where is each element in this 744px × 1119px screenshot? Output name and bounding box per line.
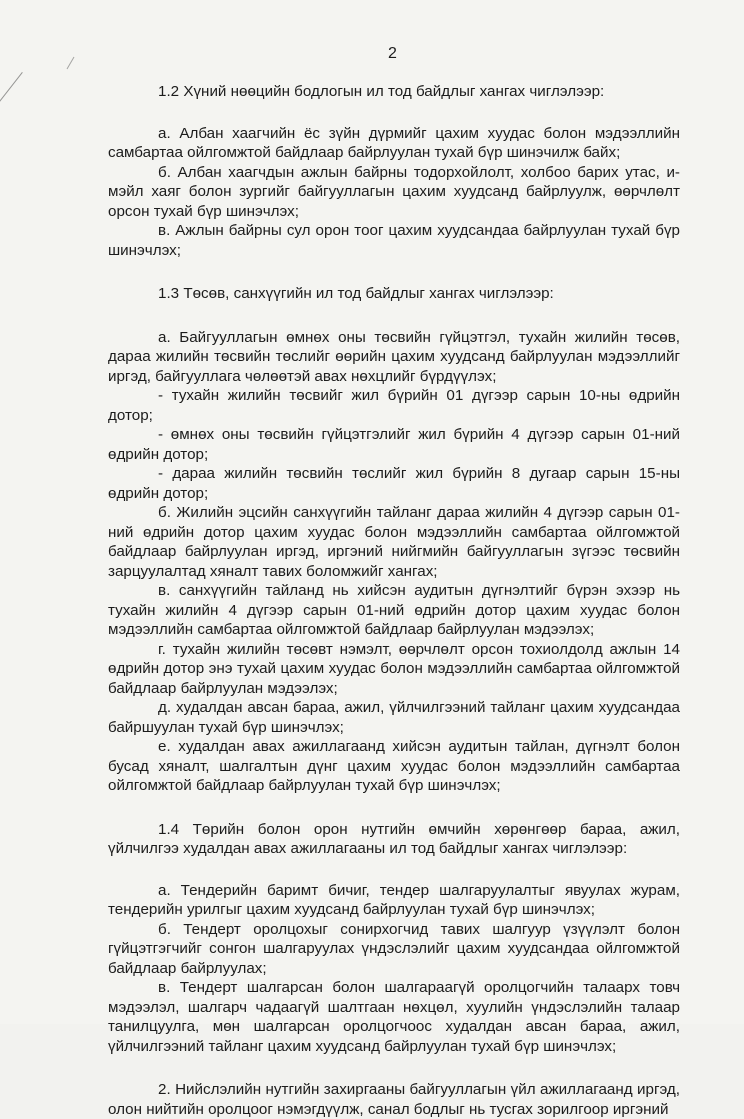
list-item: а. Албан хаагчийн ёс зүйн дүрмийг цахим хуудас болон мэдээллийн самбартаа ойлгомжтой байдлаар байрлуулан тухай бүр шинэчилж байх; — [108, 124, 680, 161]
list-item: в. санхүүгийн тайланд нь хийсэн аудитын дүгнэлтийг бүрэн эхээр нь тухайн жилийн 4 дүгээр сарын 01-ний өдрийн дотор цахим хуудас болон мэдээллийн самбартаа ойлгомжтой байдлаар байрлуулан мэдээлэх; — [108, 582, 680, 638]
page-number: 2 — [388, 45, 397, 62]
list-item: б. Жилийн эцсийн санхүүгийн тайланг дараа жилийн 4 дүгээр сарын 01-ний өдрийн дотор цахим хуудас болон мэдээллийн самбартаа ойлгомжтой байдлаар байрлуулан иргэд, иргэний нийгмийн байгууллагын зүгээс төсвийн зарцуулалтад хяналт тавих боломжийг хангах; — [108, 504, 680, 580]
list-item: д. худалдан авсан бараа, ажил, үйлчилгээний тайланг цахим хуудсандаа байршуулан тухай бүр шинэчлэх; — [108, 699, 680, 736]
list-item: г. тухайн жилийн төсөвт нэмэлт, өөрчлөлт орсон тохиолдолд ажлын 14 өдрийн дотор энэ тухай цахим хуудас болон мэдээллийн самбартаа ойлгомжтой байдлаар байрлуулан мэдээлэх; — [108, 640, 680, 697]
section-paragraph: 2. Нийслэлийн нутгийн захиргааны байгууллагын үйл ажиллагаанд иргэд, олон нийтийн оролцоог нэмэгдүүлж, санал бодлыг нь тусгах зорилгоор иргэний — [108, 1081, 680, 1118]
list-item: б. Албан хаагчдын ажлын байрны тодорхойлолт, холбоо барих утас, и-мэйл хаяг болон зургийг байгууллагын цахим хуудсанд байрлуулж, өөрчлөлт орсон тухай бүр шинэчлэх; — [108, 163, 680, 220]
list-item: - дараа жилийн төсвийн төслийг жил бүрийн 8 дугаар сарын 15-ны өдрийн дотор; — [108, 465, 680, 502]
list-item: в. Ажлын байрны сул орон тоог цахим хуудсандаа байрлуулан тухай бүр шинэчлэх; — [108, 222, 680, 259]
scan-mark-line — [67, 57, 75, 70]
section-heading: 1.3 Төсөв, санхүүгийн ил тод байдлыг хангах чиглэлээр: — [158, 285, 554, 302]
section-heading: 1.2 Хүний нөөцийн бодлогын ил тод байдлыг хангах чиглэлээр: — [158, 83, 605, 100]
list-item: - өмнөх оны төсвийн гүйцэтгэлийг жил бүрийн 4 дүгээр сарын 01-ний өдрийн дотор; — [108, 426, 680, 463]
document-body — [108, 82, 680, 1119]
list-item: - тухайн жилийн төсвийг жил бүрийн 01 дүгээр сарын 10-ны өдрийн дотор; — [108, 387, 680, 424]
scan-mark-line — [0, 72, 23, 118]
list-item: а. Тендерийн баримт бичиг, тендер шалгаруулалтыг явуулах журам, тендерийн урилгыг цахим хуудсанд байрлуулан тухай бүр шинэчлэх; — [108, 881, 680, 918]
list-item: б. Тендерт оролцохыг сонирхогчид тавих шалгуур үзүүлэлт болон гүйцэтгэгчийг сонгон шалгаруулах үндэслэлийг цахим хуудсандаа ойлгомжтой байдлаар байрлуулах; — [108, 920, 680, 977]
list-item: а. Байгууллагын өмнөх оны төсвийн гүйцэтгэл, тухайн жилийн төсөв, дараа жилийн төсвийн төслийг өөрийн цахим хуудсанд байрлуулан мэдээллийг иргэд, байгууллага чөлөөтэй авах нөхцлийг бүрдүүлэх; — [108, 328, 680, 385]
section-heading: 1.4 Төрийн болон орон нутгийн өмчийн хөрөнгөөр бараа, ажил, үйлчилгээ худалдан авах ажиллагааны ил тод байдлыг хангах чиглэлээр: — [108, 820, 680, 857]
list-item: в. Тендерт шалгарсан болон шалгараагүй оролцогчийн талаарх товч мэдээлэл, шалгарч чадаагүй шалтгаан нөхцөл, хуулийн үндэслэлийн талаар танилцуулга, мөн шалгарсан оролцогчоос худалдан авсан бараа, ажил, үйлчилгээний тайланг цахим хуудсанд байрлуулан тухай бүр шинэчлэх; — [108, 979, 680, 1055]
list-item: е. худалдан авах ажиллагаанд хийсэн аудитын тайлан, дүгнэлт болон бусад хяналт, шалгалтын дүнг цахим хуудас болон мэдээллийн самбартаа ойлгомжтой байдлаар байрлуулан тухай бүр шинэчлэх; — [108, 738, 680, 794]
